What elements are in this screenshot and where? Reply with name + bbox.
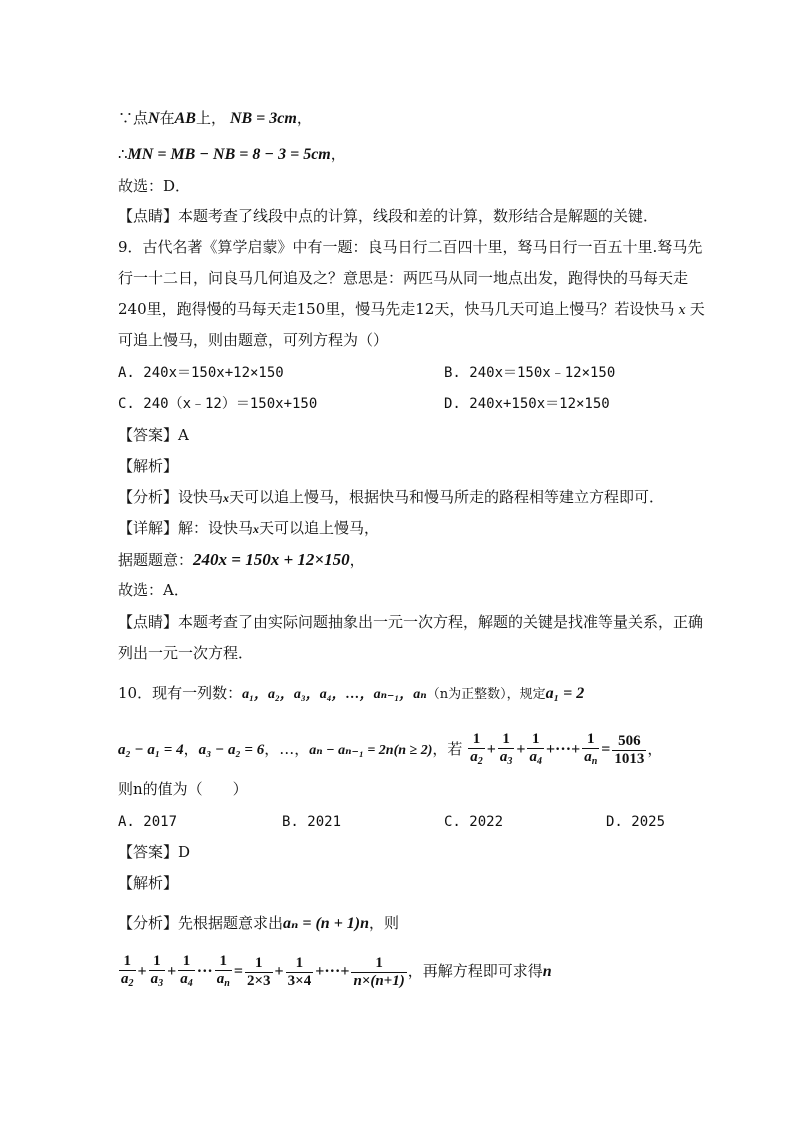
- q9-equation-line: [118, 550, 684, 570]
- text: 天可以追上慢马，: [259, 519, 380, 537]
- math-n: n: [542, 963, 552, 980]
- math-n: N: [148, 110, 160, 127]
- text: ∴: [118, 145, 128, 163]
- text: 【分析】先根据题意求出: [118, 914, 284, 932]
- q9-xiangjie: [118, 518, 684, 539]
- q10-line-2: a₂ − a₁ = 4，a₃ − a₂ = 6，…，aₙ − aₙ₋₁ = 2n(n ≥ 2)，若 $\frac{1}{a_2}$ + $\frac{1}{a_3}$ + $\frac{1}{a_4}$ +···+ $\frac{1}{a_n}$ = $\frac{506}{1013}$ ，: [118, 726, 684, 772]
- math-mn-eq: MN = MB − NB = 8 − 3 = 5cm: [127, 146, 331, 163]
- math-a1: a₁ = 2: [545, 685, 585, 702]
- q9-line-2: 行一十二日，问良马几何追及之？意思是：两匹马从同一地点出发，跑得快的马每天走: [118, 269, 689, 287]
- text: ，: [296, 109, 312, 127]
- q9-line-3: [118, 299, 705, 321]
- q9-answer: 【答案】A: [118, 426, 189, 444]
- q9-option-b: B. 240x＝150x﹣12×150: [444, 365, 616, 381]
- q9-dianjing-1: 【点睛】本题考查了由实际问题抽象出一元一次方程，解题的关键是找准等量关系，正确: [118, 613, 704, 631]
- text: 据题题意：: [118, 551, 194, 569]
- text: 天可以追上慢马，根据快马和慢马所走的路程相等建立方程即可．: [229, 488, 665, 506]
- text: 【分析】设快马: [118, 488, 224, 506]
- q10-line-3: 则n的值为（ ）: [118, 780, 248, 798]
- math-telescoping-sum: $\frac{1}{a_2}$ + $\frac{1}{a_3}$ + $\frac{1}{a_4}$ ··· $\frac{1}{a_n}$ = $\frac{1}{2\times 3}$ + $\frac{1}{3\times 4}$ +···+ $\frac{1}{n\times(n+1)}$: [121, 952, 405, 989]
- rhs-denominator: 1013: [614, 750, 645, 767]
- q9-option-c: C. 240（x﹣12）＝150x+150: [118, 396, 318, 412]
- math-x: x: [253, 522, 260, 536]
- math-x: x: [678, 303, 686, 318]
- q10-fenxi: [118, 913, 684, 934]
- line-mn-calc: [118, 144, 684, 165]
- line-point-n: [118, 108, 684, 129]
- q9-dianjing-2: 列出一元一次方程．: [118, 644, 254, 662]
- q10-line-1: [118, 683, 684, 705]
- q10-answer: 【答案】D: [118, 843, 191, 861]
- dianjing-8: 【点睛】本题考查了线段中点的计算，线段和差的计算，数形结合是解题的关键．: [118, 207, 659, 225]
- q10-option-a: A. 2017: [118, 814, 178, 830]
- text: ，: [349, 551, 365, 569]
- math-nb-eq: NB = 3cm: [229, 110, 297, 127]
- q9-line-4: 可追上慢马，则由题意，可列方程为（）: [118, 331, 389, 349]
- math-a3-a2: a₃ − a₂ = 6: [198, 742, 265, 758]
- q9-jiexi: 【解析】: [118, 457, 179, 475]
- math-an-formula: aₙ = (n + 1)n: [283, 915, 370, 932]
- text: 天: [689, 300, 705, 318]
- text: ，若: [432, 740, 463, 758]
- text: （n为正整数），规定: [426, 687, 546, 702]
- text: ，再解方程即可求得: [407, 962, 543, 980]
- q9-fenxi: [118, 487, 684, 508]
- text: 240里，跑得慢的马每天走150里，慢马先走12天，快马几天可追上慢马？若设快马: [118, 300, 675, 318]
- text: 在: [159, 109, 175, 127]
- text: ，: [330, 145, 346, 163]
- math-x: x: [223, 491, 230, 505]
- text: 10．现有一列数：: [118, 684, 243, 702]
- q9-choice: 故选：A．: [118, 581, 189, 599]
- math-an-diff: aₙ − aₙ₋₁ = 2n(n ≥ 2): [309, 743, 433, 758]
- text: 上，: [195, 109, 226, 127]
- q10-fenxi-formula: [118, 948, 684, 994]
- text: ∵点: [118, 109, 149, 127]
- q9-option-d: D. 240x+150x＝12×150: [444, 396, 610, 412]
- q10-option-d: D. 2025: [606, 814, 666, 830]
- math-sum-fractions: $\frac{1}{a_2}$ + $\frac{1}{a_3}$ + $\frac{1}{a_4}$ +···+ $\frac{1}{a_n}$ = $\frac{506}{1013}$: [470, 730, 645, 767]
- q10-jiexi: 【解析】: [118, 874, 179, 892]
- q10-option-c: C. 2022: [444, 814, 504, 830]
- q9-option-a: A. 240x＝150x+12×150: [118, 365, 284, 381]
- math-q9-equation: 240x = 150x + 12×150: [193, 550, 350, 569]
- math-a2-a1: a₂ − a₁ = 4: [118, 742, 184, 758]
- text: ，则: [369, 914, 400, 932]
- text: 【详解】解：设快马: [118, 519, 254, 537]
- q9-line-1: 9．古代名著《算学启蒙》中有一题：良马日行二百四十里，驽马日行一百五十里.驽马先: [118, 238, 703, 256]
- rhs-numerator: 506: [612, 733, 646, 751]
- math-sequence: a₁，a₂，a₃，a₄，…，aₙ₋₁，aₙ: [242, 687, 427, 702]
- q10-option-b: B. 2021: [282, 814, 342, 830]
- answer-choice-d: 故选：D．: [118, 177, 191, 195]
- math-ab: AB: [174, 110, 196, 127]
